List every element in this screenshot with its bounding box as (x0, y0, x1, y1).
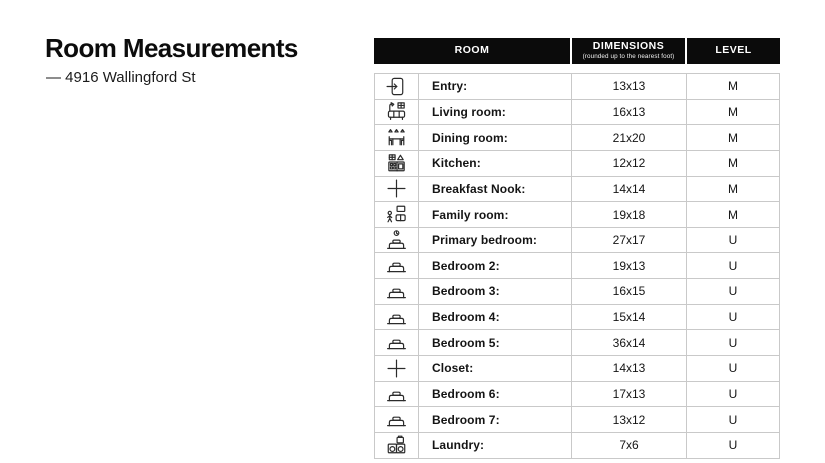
table-row (375, 330, 779, 356)
bed-icon (385, 306, 408, 329)
room-dimensions: 14x14 (572, 177, 687, 202)
room-icon-cell (375, 433, 419, 458)
room-dimensions: 36x14 (572, 330, 687, 355)
room-dimensions: 17x13 (572, 382, 687, 407)
room-level: M (728, 79, 738, 94)
room-name: Closet: (419, 356, 572, 381)
room-dimensions: 13x13 (572, 74, 687, 99)
room-level: U (728, 412, 738, 427)
room-level: M (728, 181, 738, 196)
room-dimensions: 15x14 (572, 305, 687, 330)
room-level: U (728, 335, 738, 350)
room-icon-cell (375, 305, 419, 330)
room-dimensions: 16x13 (572, 100, 687, 125)
room-level: M (728, 130, 738, 145)
table-row (375, 177, 779, 203)
column-header-room: ROOM (374, 38, 570, 64)
room-level: U (728, 258, 738, 273)
bed-icon (385, 254, 408, 277)
room-icon-cell (375, 228, 419, 253)
room-name: Family room: (419, 202, 572, 227)
table-row (375, 305, 779, 331)
table-row (375, 100, 779, 126)
room-dimensions: 27x17 (572, 228, 687, 253)
table-header (374, 38, 780, 64)
title-block (45, 34, 298, 86)
table-row (375, 407, 779, 433)
table-row (375, 356, 779, 382)
table-row (375, 253, 779, 279)
room-name: Primary bedroom: (419, 228, 572, 253)
room-name: Kitchen: (419, 151, 572, 176)
room-dimensions: 14x13 (572, 356, 687, 381)
bed-icon (385, 383, 408, 406)
room-level: U (728, 310, 738, 325)
room-name: Bedroom 7: (419, 407, 572, 432)
table-row (375, 382, 779, 408)
washer-dryer-icon (385, 434, 408, 457)
room-name: Bedroom 2: (419, 253, 572, 278)
room-level: U (728, 438, 738, 453)
room-level: M (728, 207, 738, 222)
family-room-icon (385, 203, 408, 226)
room-dimensions: 16x15 (572, 279, 687, 304)
room-level: U (728, 233, 738, 248)
kitchen-icon (385, 152, 408, 175)
room-icon-cell (375, 253, 419, 278)
room-level: U (728, 387, 738, 401)
room-icon-cell (375, 177, 419, 202)
room-icon-cell (375, 125, 419, 150)
room-level: U (728, 284, 738, 299)
room-dimensions: 21x20 (572, 125, 687, 150)
column-header-dimensions (572, 38, 685, 64)
room-measurements-table (374, 38, 780, 459)
room-name: Bedroom 4: (419, 305, 572, 330)
room-dimensions: 19x13 (572, 253, 687, 278)
entry-door-icon (385, 75, 408, 98)
sofa-icon (385, 100, 408, 123)
column-header-level: LEVEL (687, 38, 780, 64)
room-name: Entry: (419, 74, 572, 99)
room-icon-cell (375, 382, 419, 407)
table-row (375, 433, 779, 459)
room-dimensions: 19x18 (572, 202, 687, 227)
room-name: Bedroom 3: (419, 279, 572, 304)
dining-table-icon (385, 126, 408, 149)
table-row (375, 228, 779, 254)
page-subtitle: — 4916 Wallingford St (46, 68, 196, 86)
table-row (375, 202, 779, 228)
room-name: Dining room: (419, 125, 572, 150)
room-icon-cell (375, 202, 419, 227)
room-dimensions: 12x12 (572, 151, 687, 176)
table-row (375, 125, 779, 151)
room-icon-cell (375, 74, 419, 99)
plus-icon (385, 177, 408, 200)
bed-clock-icon (385, 229, 408, 252)
table-row (375, 279, 779, 305)
plus-icon (385, 357, 408, 380)
room-icon-cell (375, 151, 419, 176)
room-name: Bedroom 6: (419, 382, 572, 407)
table-body (374, 73, 780, 459)
room-icon-cell (375, 279, 419, 304)
page-title: Room Measurements (45, 33, 298, 63)
room-name: Living room: (419, 100, 572, 125)
bed-icon (385, 408, 408, 431)
room-dimensions: 13x12 (572, 407, 687, 432)
room-icon-cell (375, 330, 419, 355)
room-dimensions: 7x6 (572, 433, 687, 458)
column-header-dimensions-label: DIMENSIONS (592, 40, 665, 53)
room-level: U (728, 361, 738, 376)
room-name: Bedroom 5: (419, 330, 572, 355)
room-name: Breakfast Nook: (419, 177, 572, 202)
column-header-dimensions-note: (rounded up to the nearest foot) (582, 52, 675, 60)
room-icon-cell (375, 407, 419, 432)
room-level: M (728, 104, 738, 119)
table-row (375, 151, 779, 177)
room-icon-cell (375, 356, 419, 381)
room-level: M (728, 156, 738, 171)
table-row (375, 74, 779, 100)
room-icon-cell (375, 100, 419, 125)
room-name: Laundry: (419, 433, 572, 458)
bed-icon (385, 280, 408, 303)
bed-icon (385, 331, 408, 354)
